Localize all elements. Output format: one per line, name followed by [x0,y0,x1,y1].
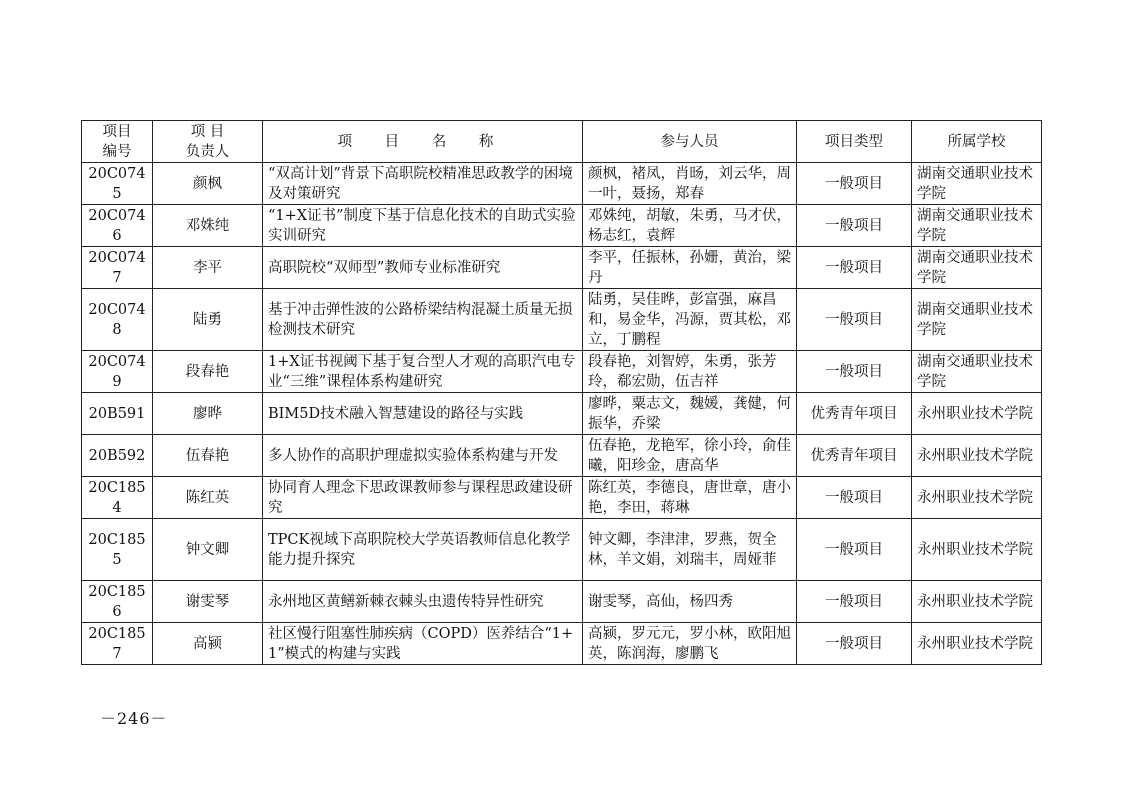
cell-school: 永州职业技术学院 [912,435,1042,477]
cell-project-name: BIM5D技术融入智慧建设的路径与实践 [263,393,583,435]
cell-project-lead: 颜枫 [153,163,263,205]
table-row [82,435,1042,477]
cell-project-id: 20C0746 [82,205,153,247]
cell-participants: 李平，任振林，孙姗，黄治，梁丹 [583,247,797,289]
cell-school: 湖南交通职业技术学院 [912,247,1042,289]
table-row [82,393,1042,435]
cell-project-type: 一般项目 [797,351,912,393]
header-project-lead: 项 目 负责人 [153,121,263,163]
cell-project-type: 优秀青年项目 [797,393,912,435]
cell-participants: 邓姝纯，胡敏，朱勇，马才伏，杨志红，袁辉 [583,205,797,247]
cell-participants: 谢雯琴，高仙，杨四秀 [583,581,797,623]
cell-project-lead: 廖晔 [153,393,263,435]
cell-project-id: 20B591 [82,393,153,435]
cell-project-type: 一般项目 [797,247,912,289]
cell-participants: 伍春艳，龙艳军，徐小玲，俞佳曦，阳珍金，唐高华 [583,435,797,477]
header-participants: 参与人员 [583,121,797,163]
table-row [82,289,1042,351]
cell-project-lead: 谢雯琴 [153,581,263,623]
cell-project-name: TPCK视域下高职院校大学英语教师信息化教学能力提升探究 [263,519,583,581]
cell-school: 永州职业技术学院 [912,519,1042,581]
cell-school: 湖南交通职业技术学院 [912,289,1042,351]
header-project-name: 项 目 名 称 [263,121,583,163]
cell-project-lead: 李平 [153,247,263,289]
cell-project-lead: 陆勇 [153,289,263,351]
cell-school: 永州职业技术学院 [912,477,1042,519]
cell-school: 湖南交通职业技术学院 [912,163,1042,205]
cell-project-id: 20C1857 [82,623,153,665]
cell-project-id: 20C0748 [82,289,153,351]
cell-participants: 陈红英，李德良，唐世章，唐小艳，李田，蒋琳 [583,477,797,519]
cell-project-lead: 钟文卿 [153,519,263,581]
cell-school: 湖南交通职业技术学院 [912,205,1042,247]
cell-school: 永州职业技术学院 [912,393,1042,435]
table-row [82,163,1042,205]
cell-project-type: 一般项目 [797,623,912,665]
header-project-id: 项目 编号 [82,121,153,163]
table-row [82,519,1042,581]
table-row [82,351,1042,393]
cell-project-id: 20B592 [82,435,153,477]
cell-project-lead: 段春艳 [153,351,263,393]
project-table [81,120,1042,665]
cell-project-id: 20C1855 [82,519,153,581]
cell-project-id: 20C1856 [82,581,153,623]
cell-project-id: 20C1854 [82,477,153,519]
cell-project-name: 高职院校“双师型”教师专业标准研究 [263,247,583,289]
cell-project-name: 1+X证书视阈下基于复合型人才观的高职汽电专业“三维”课程体系构建研究 [263,351,583,393]
cell-participants: 陆勇，吴佳晔，彭富强，麻昌和，易金华，冯源，贾其松，邓立，丁鹏程 [583,289,797,351]
cell-project-lead: 陈红英 [153,477,263,519]
cell-project-lead: 高颍 [153,623,263,665]
cell-participants: 钟文卿，李津津，罗燕，贺全林，羊文娟，刘瑞丰，周娅菲 [583,519,797,581]
cell-project-type: 优秀青年项目 [797,435,912,477]
table-row [82,477,1042,519]
table-row [82,581,1042,623]
table-row [82,247,1042,289]
cell-project-type: 一般项目 [797,163,912,205]
cell-project-name: “1+X证书”制度下基于信息化技术的自助式实验实训研究 [263,205,583,247]
table-header-row [82,121,1042,163]
cell-project-lead: 邓姝纯 [153,205,263,247]
cell-project-id: 20C0749 [82,351,153,393]
cell-project-name: “双高计划”背景下高职院校精准思政教学的困境及对策研究 [263,163,583,205]
cell-participants: 高颍，罗元元，罗小林，欧阳旭英，陈润海，廖鹏飞 [583,623,797,665]
cell-participants: 廖晔，粟志文，魏媛，龚健，何振华，乔梁 [583,393,797,435]
cell-project-id: 20C0747 [82,247,153,289]
cell-project-type: 一般项目 [797,289,912,351]
cell-project-name: 永州地区黄鳝新棘衣棘头虫遗传特异性研究 [263,581,583,623]
cell-project-name: 多人协作的高职护理虚拟实验体系构建与开发 [263,435,583,477]
cell-project-name: 协同育人理念下思政课教师参与课程思政建设研究 [263,477,583,519]
cell-project-type: 一般项目 [797,477,912,519]
table-row [82,205,1042,247]
cell-project-id: 20C0745 [82,163,153,205]
cell-project-name: 基于冲击弹性波的公路桥梁结构混凝土质量无损检测技术研究 [263,289,583,351]
cell-participants: 段春艳，刘智婷，朱勇，张芳玲，郗宏勋，伍吉祥 [583,351,797,393]
table-row [82,623,1042,665]
cell-school: 湖南交通职业技术学院 [912,351,1042,393]
cell-project-type: 一般项目 [797,205,912,247]
header-project-type: 项目类型 [797,121,912,163]
cell-participants: 颜枫，褚凤，肖旸，刘云华，周一叶，聂扬，郑春 [583,163,797,205]
cell-project-name: 社区慢行阻塞性肺疾病（COPD）医养结合“1+1”模式的构建与实践 [263,623,583,665]
cell-school: 永州职业技术学院 [912,581,1042,623]
header-school: 所属学校 [912,121,1042,163]
cell-project-type: 一般项目 [797,581,912,623]
page-number: －246－ [100,709,168,728]
cell-project-type: 一般项目 [797,519,912,581]
cell-school: 永州职业技术学院 [912,623,1042,665]
cell-project-lead: 伍春艳 [153,435,263,477]
